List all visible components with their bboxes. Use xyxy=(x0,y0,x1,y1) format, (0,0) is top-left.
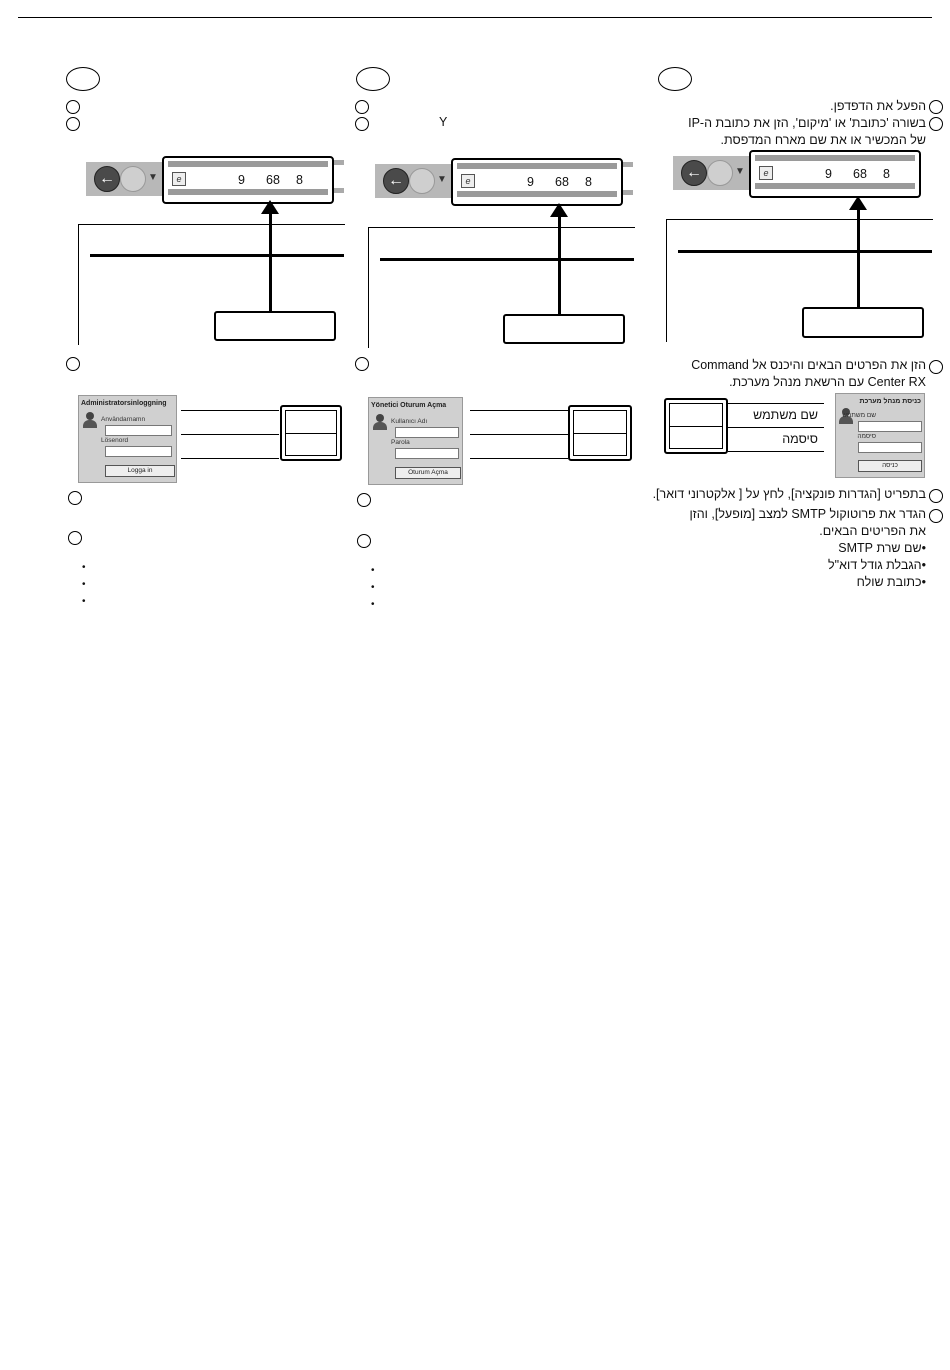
step-1-marker xyxy=(929,100,943,114)
nav-buttons-area xyxy=(673,156,749,190)
smtp-item-label: שם שרת SMTP xyxy=(838,541,922,555)
step-2-marker xyxy=(355,117,369,131)
page-icon: e xyxy=(759,166,773,180)
arrow-up-icon xyxy=(261,200,279,214)
cred-password-value xyxy=(670,427,722,449)
username-field[interactable] xyxy=(858,421,922,432)
chevron-down-icon[interactable]: ▼ xyxy=(437,174,447,185)
user-avatar-icon xyxy=(83,412,97,428)
top-rule xyxy=(18,17,932,18)
page-icon: e xyxy=(461,174,475,188)
step-5-text-line1: הגדר את פרוטוקול SMTP למצב [מופעל], והזן xyxy=(689,507,926,521)
address-field[interactable] xyxy=(755,165,915,183)
credentials-label-table xyxy=(728,403,824,452)
cred-user-value xyxy=(670,404,722,427)
ip-part-c: 8 xyxy=(883,167,890,181)
bullet: • xyxy=(921,541,926,555)
step-1-marker xyxy=(66,100,80,114)
tick xyxy=(623,190,633,195)
login-dialog xyxy=(835,393,925,478)
step-1-marker xyxy=(355,100,369,114)
bullet: • xyxy=(921,575,926,589)
login-dialog xyxy=(368,397,463,485)
screen-divider xyxy=(678,250,932,253)
tick xyxy=(334,188,344,193)
bullet: • xyxy=(82,562,86,573)
screen-divider xyxy=(380,258,634,261)
callout-box xyxy=(802,307,924,338)
user-label: Användarnamn xyxy=(101,416,146,423)
chevron-down-icon[interactable]: ▼ xyxy=(735,166,745,177)
bullet: • xyxy=(82,596,86,607)
step-3-marker xyxy=(66,357,80,371)
cred-password-row xyxy=(470,435,568,459)
address-bar-stripe xyxy=(457,191,617,197)
ip-part-a: 9 xyxy=(825,167,832,181)
password-label: סיסמה xyxy=(857,433,876,440)
bullet: • xyxy=(371,565,375,576)
arrow-up-icon xyxy=(550,203,568,217)
step-4-marker xyxy=(929,489,943,503)
arrow-shaft xyxy=(857,209,860,307)
step-4-text: בתפריט [הגדרות פונקציה], לחץ על [ אלקטרוני דואר]. xyxy=(652,487,926,501)
password-label: Lösenord xyxy=(101,437,129,444)
password-field[interactable] xyxy=(105,446,172,457)
cred-user-value xyxy=(574,411,626,434)
step-1-text: הפעל את הדפדפן. xyxy=(830,99,926,113)
login-button[interactable]: Oturum Açma xyxy=(395,467,461,479)
smtp-item-label: הגבלת גודל דוא"ל xyxy=(828,558,922,572)
page-icon: e xyxy=(172,172,186,186)
ip-part-c: 8 xyxy=(585,175,592,189)
username-field[interactable] xyxy=(395,427,459,438)
smtp-item-2 xyxy=(828,557,926,574)
credentials-label-table xyxy=(470,410,568,459)
callout-box xyxy=(214,311,336,341)
step-5-marker xyxy=(68,531,82,545)
step-5-marker xyxy=(357,534,371,548)
login-title: Yönetici Oturum Açma xyxy=(371,402,447,409)
address-bar-stripe xyxy=(755,183,915,189)
step-2-marker xyxy=(929,117,943,131)
login-dialog xyxy=(78,395,177,483)
address-bar-stripe xyxy=(168,161,328,167)
back-arrow-icon[interactable]: ← xyxy=(94,166,120,192)
browser-toolbar xyxy=(673,150,935,200)
password-field[interactable] xyxy=(858,442,922,453)
step-5-marker xyxy=(929,509,943,523)
cred-password-value xyxy=(574,434,626,456)
back-arrow-icon[interactable]: ← xyxy=(383,168,409,194)
address-bar-stripe xyxy=(755,155,915,161)
cred-password-row xyxy=(181,435,279,459)
cred-user-row xyxy=(181,410,279,435)
cred-user-label: שם משתמש xyxy=(728,403,824,428)
tick xyxy=(623,162,633,167)
language-badge xyxy=(658,67,692,91)
login-button[interactable]: כניסה xyxy=(858,460,922,472)
step-3-text-line1: הזן את הפרטים הבאים והיכנס אל Command xyxy=(691,358,926,372)
bullet: • xyxy=(371,599,375,610)
address-bar-stripe xyxy=(168,189,328,195)
step-2-text: Y xyxy=(439,115,448,129)
user-label: Kullanıcı Adı xyxy=(391,418,428,425)
forward-arrow-icon[interactable] xyxy=(409,168,435,194)
address-field[interactable] xyxy=(457,173,617,191)
cred-user-value xyxy=(286,411,336,434)
cred-password-label: סיסמה xyxy=(728,428,824,452)
ip-part-b: 68 xyxy=(266,173,280,187)
browser-toolbar xyxy=(86,156,348,206)
ip-part-a: 9 xyxy=(527,175,534,189)
ip-part-b: 68 xyxy=(555,175,569,189)
address-bar[interactable] xyxy=(749,150,921,198)
language-badge xyxy=(356,67,390,91)
login-button[interactable]: Logga in xyxy=(105,465,175,477)
ip-part-c: 8 xyxy=(296,173,303,187)
forward-arrow-icon[interactable] xyxy=(120,166,146,192)
login-title: Administratorsinloggning xyxy=(81,400,167,407)
step-5-text-line2: את הפריטים הבאים. xyxy=(819,524,926,538)
password-label: Parola xyxy=(391,439,410,446)
smtp-item-label: כתובת שולח xyxy=(856,575,922,589)
step-3-marker xyxy=(355,357,369,371)
browser-toolbar xyxy=(375,158,637,208)
arrow-shaft xyxy=(269,213,272,312)
bullet: • xyxy=(371,582,375,593)
cred-user-row xyxy=(470,410,568,435)
bullet: • xyxy=(921,558,926,572)
address-bar[interactable] xyxy=(162,156,334,204)
credentials-value-box xyxy=(280,405,342,461)
step-3-marker xyxy=(929,360,943,374)
address-bar-stripe xyxy=(457,163,617,169)
login-title: כניסת מנהל מערכת xyxy=(859,398,921,405)
step-2-text-line2: של המכשיר או את שם מארח המדפסת. xyxy=(720,133,926,147)
address-field[interactable] xyxy=(168,171,328,189)
arrow-shaft xyxy=(558,216,561,314)
address-bar[interactable] xyxy=(451,158,623,206)
nav-buttons-area xyxy=(375,164,451,198)
user-label: שם משתמש xyxy=(842,412,876,419)
password-field[interactable] xyxy=(395,448,459,459)
arrow-up-icon xyxy=(849,196,867,210)
nav-buttons-area xyxy=(86,162,162,196)
callout-box xyxy=(503,314,625,344)
bullet: • xyxy=(82,579,86,590)
credentials-value-box xyxy=(664,398,728,454)
smtp-item-1 xyxy=(838,540,926,557)
step-4-marker xyxy=(68,491,82,505)
user-avatar-icon xyxy=(373,414,387,430)
credentials-label-table xyxy=(181,410,279,459)
step-3-text-line2: Center RX עם הרשאת מנהל מערכת. xyxy=(729,375,926,389)
screen-divider xyxy=(90,254,344,257)
step-2-marker xyxy=(66,117,80,131)
credentials-value-box xyxy=(568,405,632,461)
smtp-item-3 xyxy=(857,574,926,591)
forward-arrow-icon[interactable] xyxy=(707,160,733,186)
language-badge xyxy=(66,67,100,91)
tick xyxy=(334,160,344,165)
cred-password-value xyxy=(286,434,336,456)
back-arrow-icon[interactable]: ← xyxy=(681,160,707,186)
chevron-down-icon[interactable]: ▼ xyxy=(148,172,158,183)
ip-part-b: 68 xyxy=(853,167,867,181)
ip-part-a: 9 xyxy=(238,173,245,187)
step-2-text-line1: בשורה 'כתובת' או 'מיקום', הזן את כתובת ה-IP xyxy=(688,116,926,130)
step-4-marker xyxy=(357,493,371,507)
username-field[interactable] xyxy=(105,425,172,436)
